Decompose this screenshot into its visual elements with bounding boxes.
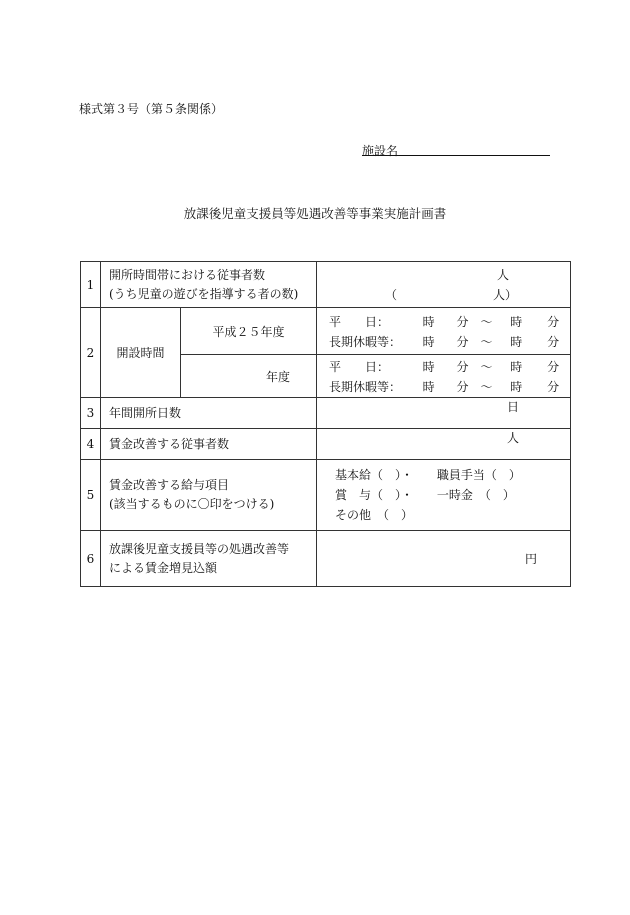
minute-unit: 分 [547,379,560,394]
salary-items-label-line1: 賃金改善する給与項目 [109,478,230,492]
table-row [81,308,571,355]
expected-wage-increase-label-line1: 放課後児童支援員等の処遇改善等 [109,541,290,556]
paren-open: （ [385,288,398,302]
row-number: 5 [81,460,101,531]
row-number: 2 [81,308,101,398]
wage-improvement-staff-value[interactable] [317,429,571,460]
minute-unit: 分 [547,314,560,329]
minute-unit: 分 [456,314,469,329]
fiscal-year-2: 年度 [181,355,317,398]
hour-unit: 時 [422,334,435,349]
expected-wage-increase-label [101,531,317,587]
hours-cell-1[interactable] [317,308,571,355]
unit-yen: 円 [525,552,538,566]
hour-unit: 時 [422,359,435,374]
weekday-hours-row [329,356,570,376]
holiday-label: 長期休暇等： [329,379,402,394]
table-row [81,460,571,531]
range-tilde: ～ [480,314,493,329]
fiscal-year-1: 平成２５年度 [181,308,317,355]
facility-name-underline [362,155,550,156]
staff-count-label-line2: (うち児童の遊びを指導する者の数) [109,286,299,301]
item-base-salary[interactable]: 基本給（ ）・ [335,468,414,482]
annual-open-days-value[interactable] [317,398,571,429]
row-number: 3 [81,398,101,429]
holiday-hours-row [329,376,570,396]
minute-unit: 分 [547,334,560,349]
document-title: 放課後児童支援員等処遇改善等事業実施計画書 [183,206,447,221]
form-number: 様式第３号（第５条関係） [79,102,224,116]
hour-unit: 時 [510,314,523,329]
hour-unit: 時 [510,379,523,394]
unit-people: 人 [507,431,520,445]
plan-table [80,261,571,587]
salary-items-label-line2: (該当するものに〇印をつける) [109,497,275,511]
unit-people-paren: 人） [493,288,518,302]
wage-improvement-staff-label: 賃金改善する従事者数 [101,429,317,460]
row-number: 4 [81,429,101,460]
minute-unit: 分 [456,379,469,394]
minute-unit: 分 [456,334,469,349]
opening-hours-label: 開設時間 [101,308,181,398]
weekday-label: 平 日： [329,359,390,374]
weekday-label: 平 日： [329,314,390,329]
hour-unit: 時 [510,334,523,349]
minute-unit: 分 [547,359,560,374]
table-row [81,398,571,429]
salary-items-label [101,460,317,531]
expected-wage-increase-value[interactable] [317,531,571,587]
item-staff-allowance[interactable]: 職員手当（ ） [436,468,521,482]
range-tilde: ～ [480,379,493,394]
hours-cell-2[interactable] [317,355,571,398]
item-other[interactable]: その他 （ ） [335,508,414,522]
staff-count-label [101,262,317,308]
row-number: 6 [81,531,101,587]
expected-wage-increase-label-line2: による賃金増見込額 [109,560,218,575]
item-lump-sum[interactable]: 一時金 （ ） [436,488,515,502]
row-number: 1 [81,262,101,308]
salary-items-value[interactable] [317,460,571,531]
range-tilde: ～ [480,334,493,349]
unit-people: 人 [497,268,510,282]
table-row [81,429,571,460]
annual-open-days-label: 年間開所日数 [101,398,317,429]
hour-unit: 時 [422,379,435,394]
holiday-hours-row [329,331,570,351]
range-tilde: ～ [480,359,493,374]
minute-unit: 分 [456,359,469,374]
staff-count-label-line1: 開所時間帯における従事者数 [109,267,266,282]
staff-count-value[interactable] [317,262,571,308]
table-row [81,262,571,308]
facility-name-label: 施設名 [362,144,399,158]
holiday-label: 長期休暇等： [329,334,402,349]
table-row [81,531,571,587]
hour-unit: 時 [510,359,523,374]
weekday-hours-row [329,311,570,331]
hour-unit: 時 [422,314,435,329]
item-bonus[interactable]: 賞 与（ ）・ [335,488,414,502]
unit-days: 日 [507,400,520,414]
